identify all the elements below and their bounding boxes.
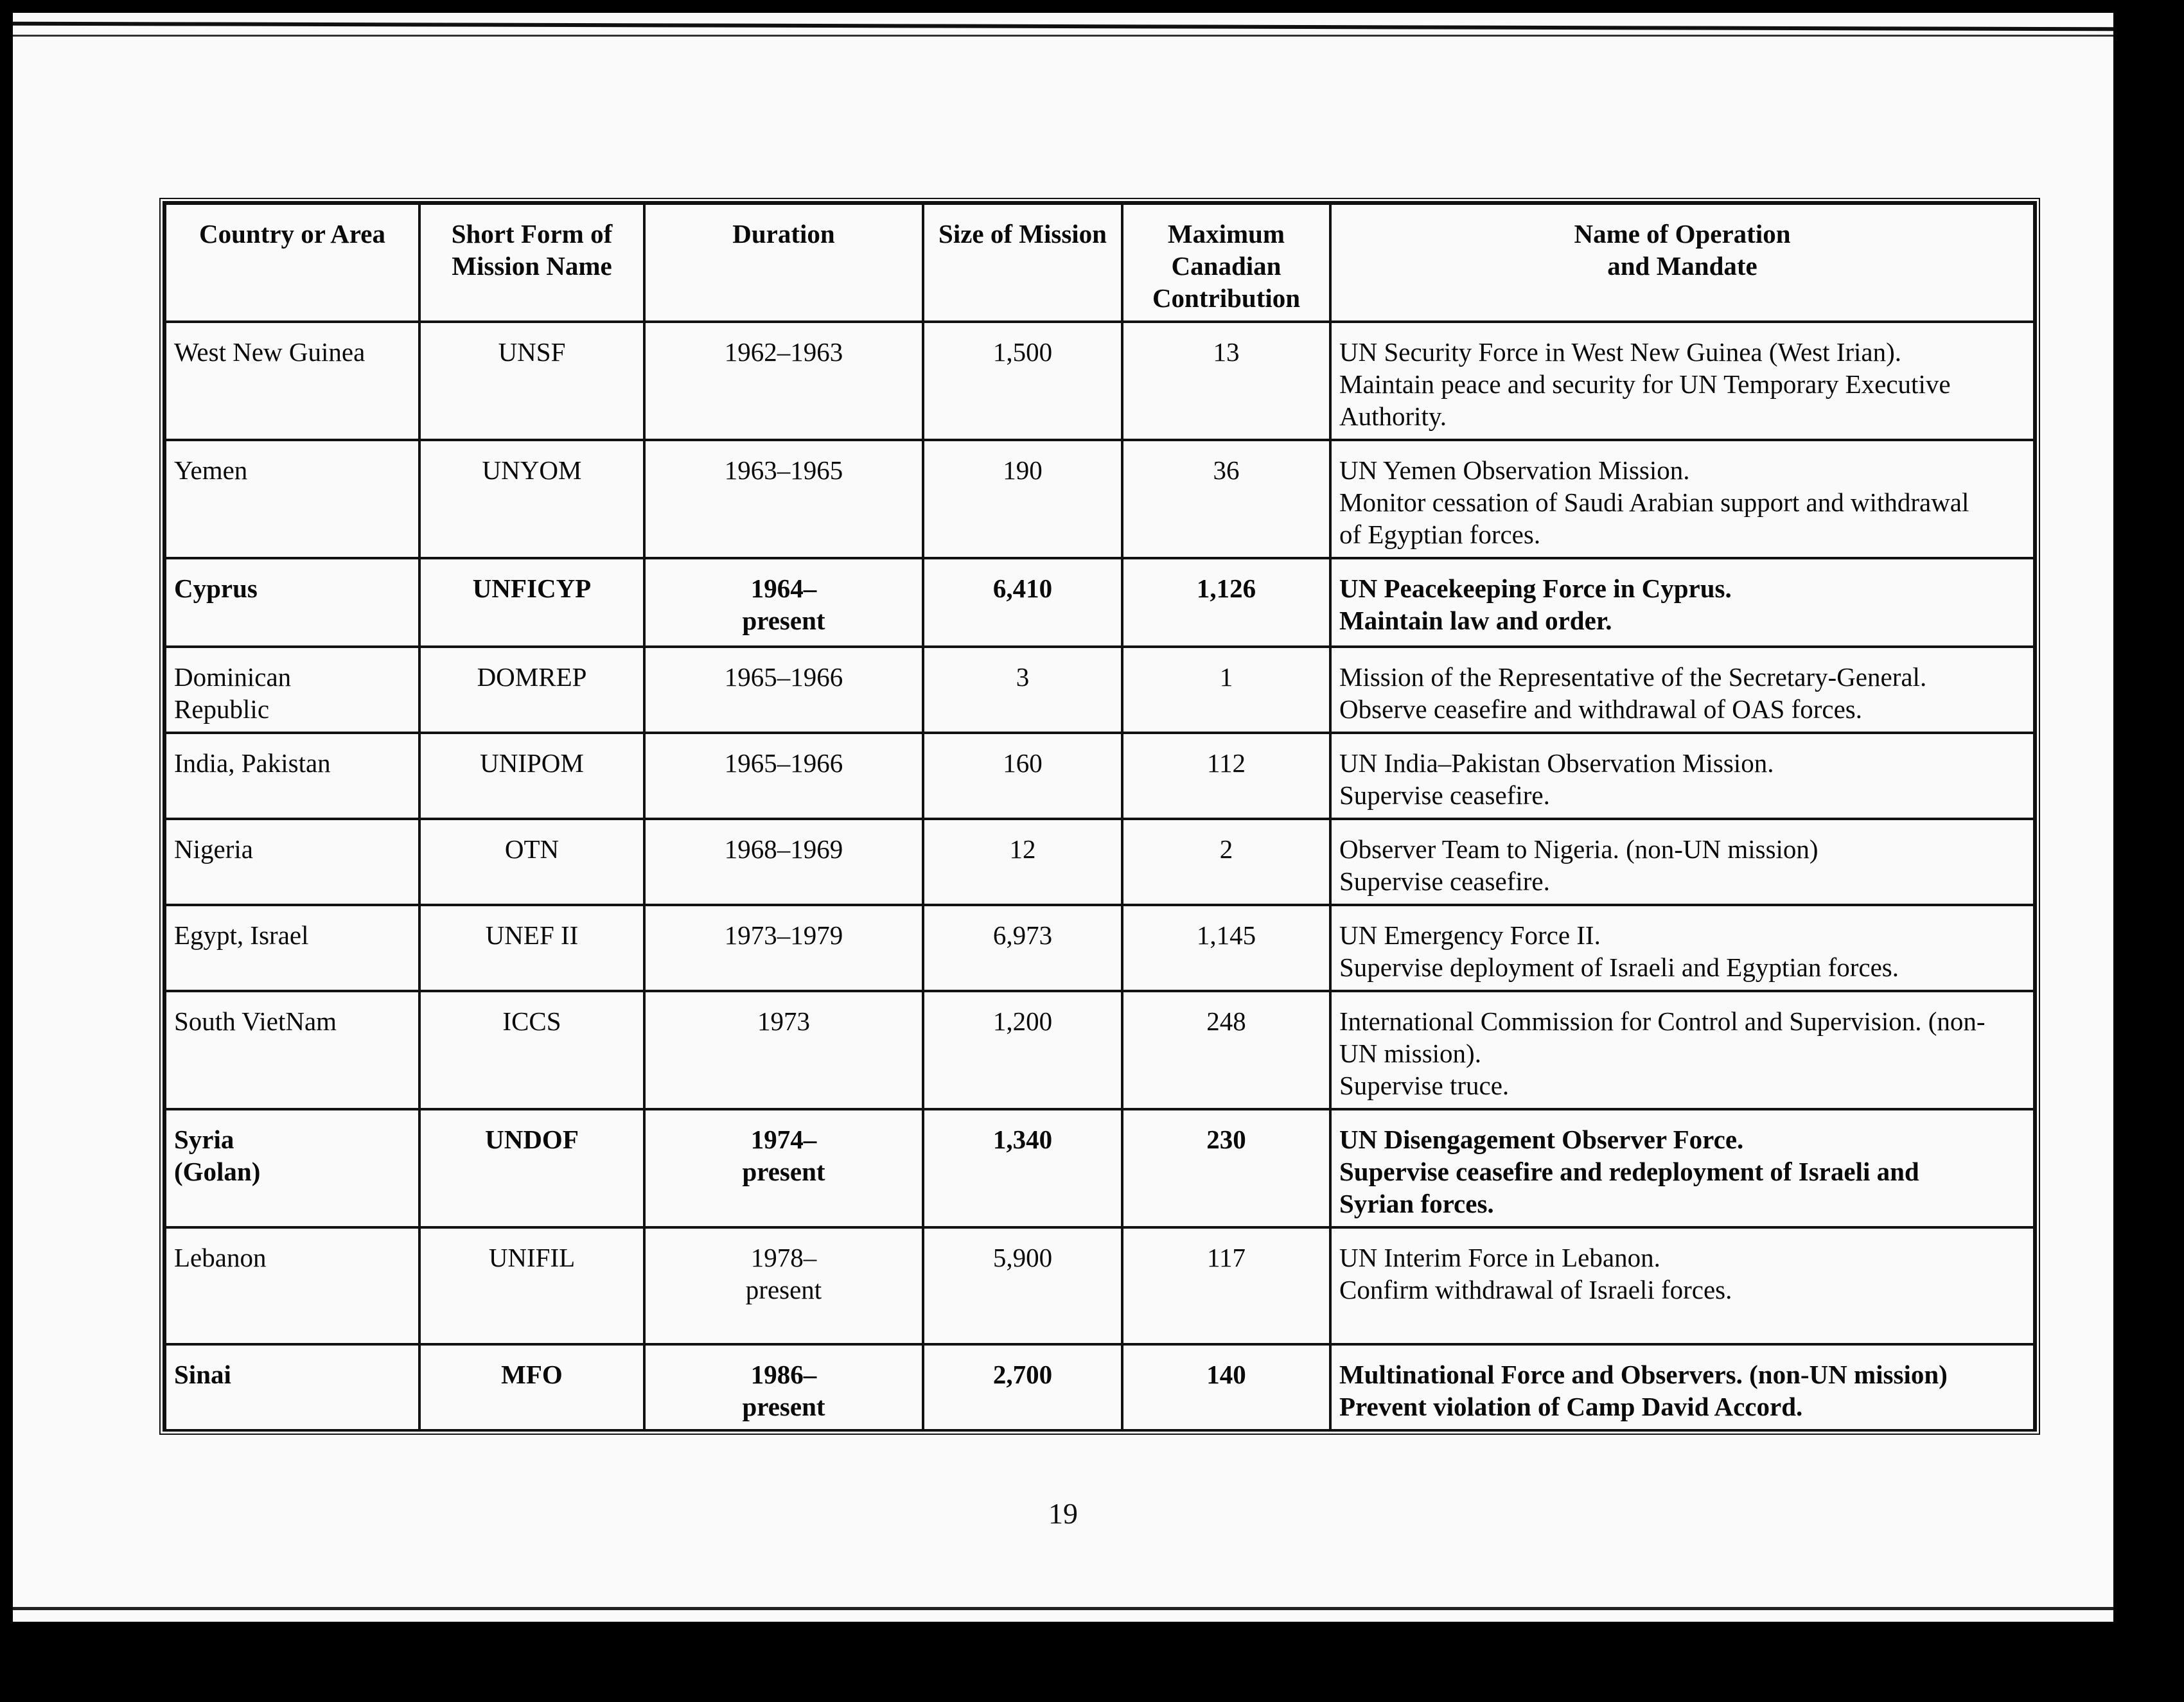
header-operation-mandate-line: and Mandate bbox=[1607, 251, 1757, 281]
cell-operation-mandate-line: Supervise deployment of Israeli and Egyptian forces. bbox=[1339, 952, 1899, 982]
table-row bbox=[165, 647, 2034, 733]
cell-duration-line: 1965–1966 bbox=[724, 662, 843, 692]
cell-country-line: India, Pakistan bbox=[174, 748, 331, 778]
cell-max-contribution: 2 bbox=[1122, 819, 1330, 905]
cell-country bbox=[165, 1227, 419, 1344]
cell-short-form: DOMREP bbox=[419, 647, 644, 733]
table-header-row bbox=[165, 204, 2034, 322]
cell-duration-line: 1964– bbox=[750, 574, 817, 603]
cell-duration bbox=[644, 647, 923, 733]
document-page bbox=[13, 13, 2113, 1622]
header-operation-mandate bbox=[1330, 204, 2034, 322]
cell-duration bbox=[644, 440, 923, 558]
top-rule bbox=[13, 22, 2113, 31]
cell-max-contribution: 13 bbox=[1122, 322, 1330, 440]
cell-short-form: UNSF bbox=[419, 322, 644, 440]
cell-size: 2,700 bbox=[923, 1344, 1122, 1430]
cell-operation-mandate-line: Multinational Force and Observers. (non-UN mission) bbox=[1339, 1360, 1948, 1389]
cell-duration bbox=[644, 1227, 923, 1344]
cell-max-contribution: 140 bbox=[1122, 1344, 1330, 1430]
cell-operation-mandate bbox=[1330, 1109, 2034, 1227]
header-max-contribution-line: Maximum bbox=[1167, 219, 1285, 249]
table-row bbox=[165, 558, 2034, 647]
cell-operation-mandate-line: UN Peacekeeping Force in Cyprus. bbox=[1339, 574, 1732, 603]
cell-size: 6,973 bbox=[923, 905, 1122, 991]
cell-country bbox=[165, 647, 419, 733]
header-duration-line: Duration bbox=[732, 219, 835, 249]
table-row bbox=[165, 991, 2034, 1109]
table-row bbox=[165, 819, 2034, 905]
cell-country-line: South VietNam bbox=[174, 1006, 337, 1036]
cell-duration-line: 1986– bbox=[750, 1360, 817, 1389]
header-country-line: Country or Area bbox=[198, 219, 386, 249]
cell-max-contribution: 1,145 bbox=[1122, 905, 1330, 991]
table-row bbox=[165, 733, 2034, 819]
header-max-contribution-line: Canadian bbox=[1171, 251, 1281, 281]
cell-operation-mandate bbox=[1330, 558, 2034, 647]
cell-max-contribution: 1,126 bbox=[1122, 558, 1330, 647]
bottom-rule bbox=[13, 1607, 2113, 1610]
cell-country bbox=[165, 991, 419, 1109]
cell-country bbox=[165, 322, 419, 440]
cell-duration-line: 1973 bbox=[757, 1006, 810, 1036]
cell-operation-mandate-line: UN Emergency Force II. bbox=[1339, 920, 1601, 950]
cell-max-contribution: 117 bbox=[1122, 1227, 1330, 1344]
peacekeeping-missions-table bbox=[164, 202, 2036, 1432]
cell-operation-mandate-line: Syrian forces. bbox=[1339, 1189, 1494, 1218]
cell-operation-mandate-line: UN Disengagement Observer Force. bbox=[1339, 1125, 1744, 1154]
cell-operation-mandate-line: Supervise ceasefire. bbox=[1339, 780, 1550, 810]
cell-operation-mandate-line: Monitor cessation of Saudi Arabian support and withdrawal bbox=[1339, 487, 1969, 517]
cell-country bbox=[165, 440, 419, 558]
table-row bbox=[165, 1227, 2034, 1344]
cell-size: 1,340 bbox=[923, 1109, 1122, 1227]
cell-short-form: ICCS bbox=[419, 991, 644, 1109]
header-short-form-line: Mission Name bbox=[452, 251, 612, 281]
cell-operation-mandate bbox=[1330, 905, 2034, 991]
cell-operation-mandate-line: Supervise ceasefire and redeployment of Israeli and bbox=[1339, 1157, 1919, 1186]
cell-operation-mandate-line: UN Security Force in West New Guinea (West Irian). bbox=[1339, 337, 1902, 367]
cell-size: 1,500 bbox=[923, 322, 1122, 440]
cell-max-contribution: 230 bbox=[1122, 1109, 1330, 1227]
cell-country bbox=[165, 1344, 419, 1430]
cell-operation-mandate-line: Mission of the Representative of the Secretary-General. bbox=[1339, 662, 1927, 692]
cell-duration-line: present bbox=[742, 1157, 825, 1186]
page-number: 19 bbox=[1048, 1497, 1078, 1530]
cell-operation-mandate bbox=[1330, 819, 2034, 905]
cell-operation-mandate-line: Supervise ceasefire. bbox=[1339, 866, 1550, 896]
cell-operation-mandate-line: UN India–Pakistan Observation Mission. bbox=[1339, 748, 1774, 778]
cell-duration-line: 1973–1979 bbox=[724, 920, 843, 950]
cell-country-line: Cyprus bbox=[174, 574, 258, 603]
cell-operation-mandate-line: UN mission). bbox=[1339, 1039, 1481, 1068]
cell-country-line: Lebanon bbox=[174, 1243, 267, 1272]
cell-country bbox=[165, 819, 419, 905]
cell-duration-line: 1968–1969 bbox=[724, 834, 843, 864]
cell-country-line: Sinai bbox=[174, 1360, 231, 1389]
cell-country-line: Republic bbox=[174, 694, 270, 724]
cell-max-contribution: 1 bbox=[1122, 647, 1330, 733]
cell-short-form: UNFICYP bbox=[419, 558, 644, 647]
cell-operation-mandate bbox=[1330, 647, 2034, 733]
cell-short-form: UNIPOM bbox=[419, 733, 644, 819]
cell-max-contribution: 248 bbox=[1122, 991, 1330, 1109]
header-duration bbox=[644, 204, 923, 322]
table-row bbox=[165, 1109, 2034, 1227]
top-rule-secondary bbox=[13, 35, 2113, 37]
cell-size: 1,200 bbox=[923, 991, 1122, 1109]
cell-duration-line: 1978– bbox=[750, 1243, 817, 1272]
peacekeeping-table-frame bbox=[159, 198, 2040, 1435]
cell-short-form: UNIFIL bbox=[419, 1227, 644, 1344]
cell-country bbox=[165, 558, 419, 647]
cell-duration bbox=[644, 1344, 923, 1430]
table-body bbox=[165, 322, 2034, 1430]
cell-operation-mandate-line: UN Yemen Observation Mission. bbox=[1339, 455, 1690, 485]
cell-duration-line: 1965–1966 bbox=[724, 748, 843, 778]
cell-operation-mandate-line: Maintain law and order. bbox=[1339, 606, 1612, 635]
cell-size: 6,410 bbox=[923, 558, 1122, 647]
cell-short-form: OTN bbox=[419, 819, 644, 905]
cell-max-contribution: 36 bbox=[1122, 440, 1330, 558]
cell-operation-mandate-line: UN Interim Force in Lebanon. bbox=[1339, 1243, 1660, 1272]
cell-operation-mandate-line: Observe ceasefire and withdrawal of OAS forces. bbox=[1339, 694, 1862, 724]
cell-operation-mandate bbox=[1330, 1227, 2034, 1344]
cell-country-line: Dominican bbox=[174, 662, 292, 692]
cell-country-line: West New Guinea bbox=[174, 337, 365, 367]
cell-size: 160 bbox=[923, 733, 1122, 819]
header-short-form-line: Short Form of bbox=[451, 219, 613, 249]
cell-country-line: Nigeria bbox=[174, 834, 253, 864]
cell-country bbox=[165, 1109, 419, 1227]
cell-duration-line: present bbox=[745, 1275, 822, 1304]
header-operation-mandate-line: Name of Operation bbox=[1574, 219, 1791, 249]
header-max-contribution-line: Contribution bbox=[1152, 283, 1301, 313]
header-short-form bbox=[419, 204, 644, 322]
cell-size: 12 bbox=[923, 819, 1122, 905]
cell-short-form: UNDOF bbox=[419, 1109, 644, 1227]
cell-size: 5,900 bbox=[923, 1227, 1122, 1344]
header-size bbox=[923, 204, 1122, 322]
cell-size: 190 bbox=[923, 440, 1122, 558]
cell-duration-line: 1974– bbox=[750, 1125, 817, 1154]
cell-operation-mandate bbox=[1330, 991, 2034, 1109]
cell-duration bbox=[644, 558, 923, 647]
cell-country bbox=[165, 905, 419, 991]
cell-operation-mandate-line: of Egyptian forces. bbox=[1339, 520, 1541, 549]
table-row bbox=[165, 905, 2034, 991]
cell-duration bbox=[644, 905, 923, 991]
cell-duration bbox=[644, 819, 923, 905]
cell-duration-line: 1962–1963 bbox=[724, 337, 843, 367]
cell-operation-mandate bbox=[1330, 440, 2034, 558]
cell-short-form: MFO bbox=[419, 1344, 644, 1430]
cell-operation-mandate-line: Prevent violation of Camp David Accord. bbox=[1339, 1392, 1803, 1421]
cell-short-form: UNEF II bbox=[419, 905, 644, 991]
cell-size: 3 bbox=[923, 647, 1122, 733]
cell-short-form: UNYOM bbox=[419, 440, 644, 558]
cell-duration-line: present bbox=[742, 606, 825, 635]
cell-country bbox=[165, 733, 419, 819]
cell-operation-mandate-line: Observer Team to Nigeria. (non-UN mission) bbox=[1339, 834, 1819, 864]
cell-duration bbox=[644, 1109, 923, 1227]
table-row bbox=[165, 1344, 2034, 1430]
cell-country-line: (Golan) bbox=[174, 1157, 261, 1186]
cell-max-contribution: 112 bbox=[1122, 733, 1330, 819]
cell-country-line: Yemen bbox=[174, 455, 248, 485]
header-country bbox=[165, 204, 419, 322]
cell-operation-mandate-line: Authority. bbox=[1339, 401, 1447, 431]
header-size-line: Size of Mission bbox=[938, 219, 1107, 249]
cell-country-line: Syria bbox=[174, 1125, 234, 1154]
cell-operation-mandate-line: Supervise truce. bbox=[1339, 1071, 1510, 1100]
cell-duration-line: 1963–1965 bbox=[724, 455, 843, 485]
cell-duration bbox=[644, 991, 923, 1109]
table-row bbox=[165, 322, 2034, 440]
cell-operation-mandate-line: Maintain peace and security for UN Temporary Executive bbox=[1339, 369, 1951, 399]
header-max-contribution bbox=[1122, 204, 1330, 322]
cell-operation-mandate bbox=[1330, 322, 2034, 440]
cell-duration-line: present bbox=[742, 1392, 825, 1421]
cell-duration bbox=[644, 322, 923, 440]
cell-operation-mandate bbox=[1330, 733, 2034, 819]
table-row bbox=[165, 440, 2034, 558]
cell-country-line: Egypt, Israel bbox=[174, 920, 309, 950]
cell-operation-mandate bbox=[1330, 1344, 2034, 1430]
cell-operation-mandate-line: Confirm withdrawal of Israeli forces. bbox=[1339, 1275, 1732, 1304]
cell-operation-mandate-line: International Commission for Control and Supervision. (non- bbox=[1339, 1006, 1986, 1036]
cell-duration bbox=[644, 733, 923, 819]
